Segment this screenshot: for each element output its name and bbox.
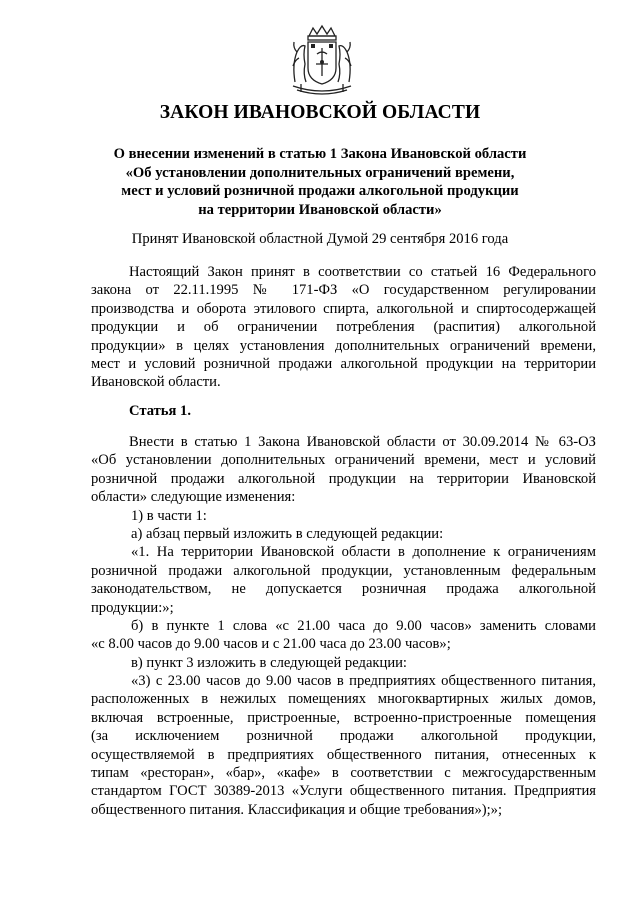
preamble-line: продукции и об ограничении потребления (распития) алкогольной xyxy=(91,319,596,336)
subject-line: «Об установлении дополнительных ограничений времени, xyxy=(125,164,515,181)
article-line: розничной продажи алкогольной продукции на территории Ивановской xyxy=(91,470,596,487)
article-line: продукции:»; xyxy=(91,599,174,616)
article-line: осуществляемой в предприятиях общественного питания, отнесенных к xyxy=(91,746,596,763)
article-line: Внести в статью 1 Закона Ивановской области от 30.09.2014 № 63-ОЗ xyxy=(129,434,596,450)
law-subject xyxy=(60,145,580,219)
article-body xyxy=(91,433,596,819)
article-line: розничной продажи алкогольной продукции, установленным федеральным xyxy=(91,562,596,579)
article-line: «1. На территории Ивановской области в дополнение к ограничениям xyxy=(131,544,596,561)
subject-line: на территории Ивановской области» xyxy=(198,201,442,218)
article-heading: Статья 1. xyxy=(129,403,191,419)
article-line: 1) в части 1: xyxy=(131,507,207,524)
article-line: в) пункт 3 изложить в следующей редакции: xyxy=(131,654,407,671)
preamble-line: Ивановской области. xyxy=(91,374,221,391)
subject-line: О внесении изменений в статью 1 Закона Ивановской области xyxy=(113,146,527,162)
article-line: а) абзац первый изложить в следующей редакции: xyxy=(131,525,444,542)
article-line: включая встроенные, пристроенные, встроенно-пристроенные помещения xyxy=(91,709,596,726)
adoption-date-line: Принят Ивановской областной Думой 29 сентября 2016 года xyxy=(131,231,509,247)
article-line: области» следующие изменения: xyxy=(91,489,296,506)
article-line: общественного питания. Классификация и общие требования»);»; xyxy=(91,801,503,818)
preamble-line: закона от 22.11.1995 № 171-ФЗ «О государственном регулировании xyxy=(91,282,596,299)
preamble-line: мест и условий розничной продажи алкогольной продукции на территории xyxy=(91,355,596,372)
article-line: законодательством, не допускается розничная продажа алкогольной xyxy=(91,581,596,598)
preamble-line: Настоящий Закон принят в соответствии со статьей 16 Федерального xyxy=(129,264,596,280)
article-line: «с 8.00 часов до 9.00 часов и с 21.00 часа до 23.00 часов»; xyxy=(91,636,451,653)
preamble-line: продукции» в целях установления дополнительных ограничений времени, xyxy=(91,337,596,354)
preamble-line: производства и оборота этилового спирта, алкогольной и спиртосодержащей xyxy=(91,300,596,317)
article-line: б) в пункте 1 слова «с 21.00 часа до 9.00 часов» заменить словами xyxy=(131,617,596,634)
article-line: расположенных в нежилых помещениях многоквартирных жилых домов, xyxy=(91,691,596,708)
article-line: стандартом ГОСТ 30389-2013 «Услуги общественного питания. Предприятия xyxy=(91,783,596,800)
article-line: «3) с 23.00 часов до 9.00 часов в предприятиях общественного питания, xyxy=(131,673,596,690)
article-line: типам «ресторан», «бар», «кафе» в соответствии с межгосударственным xyxy=(91,765,596,782)
preamble-paragraph xyxy=(91,263,596,392)
coat-of-arms-emblem xyxy=(287,24,357,100)
subject-line: мест и условий розничной продажи алкогольной продукции xyxy=(121,183,519,199)
law-title: ЗАКОН ИВАНОВСКОЙ ОБЛАСТИ xyxy=(159,102,481,123)
article-line: «Об установлении дополнительных ограничений времени, мест и условий xyxy=(91,452,596,469)
article-line: (за исключением розничной продажи алкогольной продукции, xyxy=(91,728,596,745)
